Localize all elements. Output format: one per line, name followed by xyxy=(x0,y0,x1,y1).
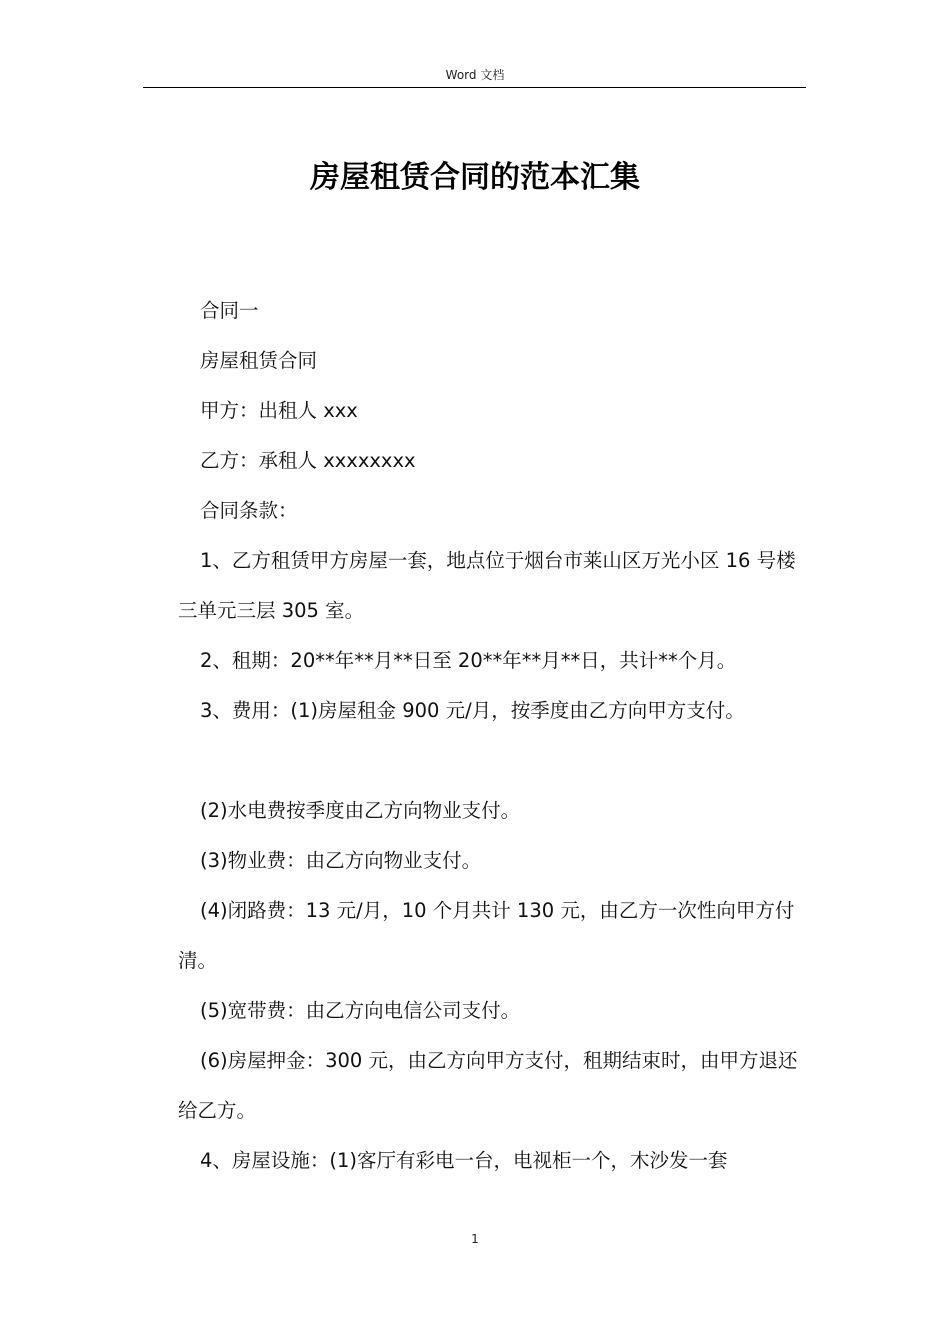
page-number: 1 xyxy=(471,1232,479,1246)
paragraph: 1、乙方租赁甲方房屋一套，地点位于烟台市莱山区万光小区 16 号楼三单元三层 305 室。 xyxy=(178,549,796,622)
paragraph: 4、房屋设施：(1)客厅有彩电一台，电视柜一个，木沙发一套 xyxy=(200,1149,728,1172)
paragraph: 乙方：承租人 xxxxxxxx xyxy=(200,449,416,472)
paragraph: 甲方：出租人 xxx xyxy=(200,399,358,422)
paragraph: 合同条款： xyxy=(200,499,298,522)
paragraph: 合同一 xyxy=(200,299,259,322)
paragraph: (2)水电费按季度由乙方向物业支付。 xyxy=(200,799,521,822)
paragraph: (3)物业费：由乙方向物业支付。 xyxy=(200,849,482,872)
paragraph: 3、费用：(1)房屋租金 900 元/月，按季度由乙方向甲方支付。 xyxy=(200,699,745,722)
paragraph: 2、租期：20**年**月**日至 20**年**月**日，共计**个月。 xyxy=(200,649,737,672)
document-body xyxy=(178,286,802,1186)
paragraph: (5)宽带费：由乙方向电信公司支付。 xyxy=(200,999,521,1022)
paragraph: 房屋租赁合同 xyxy=(200,349,318,372)
blank-paragraph xyxy=(178,736,802,786)
page-header: Word 文档 xyxy=(445,68,505,82)
paragraph: (6)房屋押金：300 元，由乙方向甲方支付，租期结束时，由甲方退还给乙方。 xyxy=(178,1049,798,1122)
paragraph: (4)闭路费：13 元/月，10 个月共计 130 元，由乙方一次性向甲方付清。 xyxy=(178,899,795,972)
document-title: 房屋租赁合同的范本汇集 xyxy=(310,160,640,195)
header-divider xyxy=(143,87,806,88)
